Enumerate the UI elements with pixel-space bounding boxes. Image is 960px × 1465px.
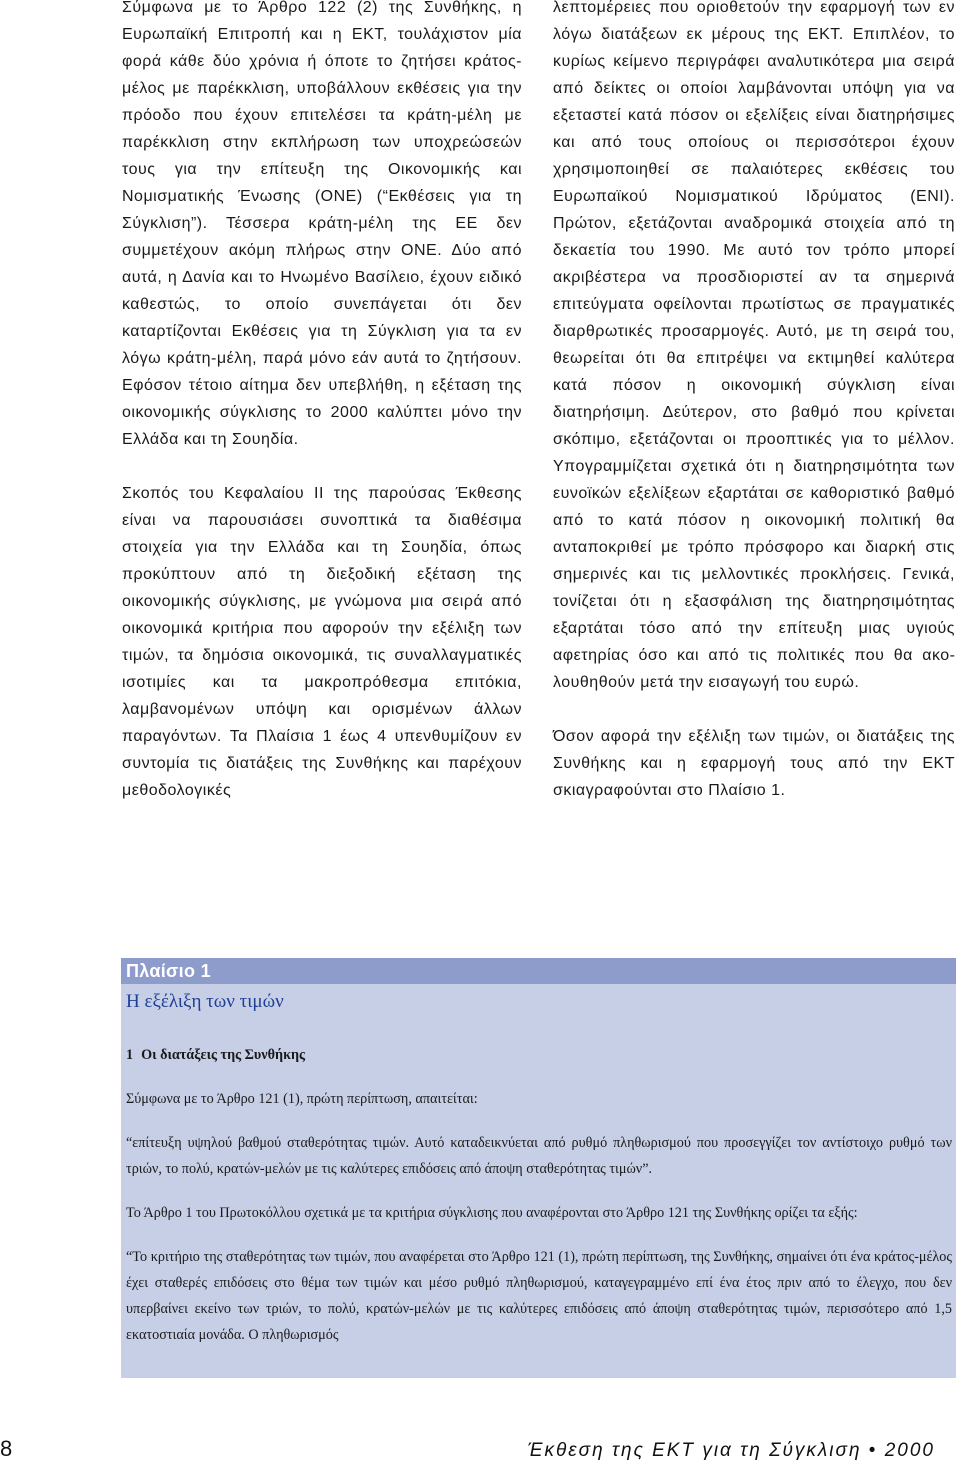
box-paragraph-2: Το Άρθρο 1 του Πρωτοκόλλου σχετικά με τα κριτήρια σύγκλισης που αναφέρονται στο Άρθρο 121 της Συνθήκης ορίζει τα εξής: [126,1205,858,1221]
box-section-title: Οι διατάξεις της Συνθήκης [141,1047,306,1063]
right-paragraph-2: Όσον αφορά την εξέλιξη των τιμών, οι διατάξεις της Συνθήκης και η εφαρμογή τους από την ΕΚΤ σκιαγραφούνται στο Πλαίσιο 1. [553,728,955,799]
box-intro: Σύμφωνα με το Άρθρο 121 (1), πρώτη περίπτωση, απαιτείται: [126,1091,478,1107]
footer-bullet: • [868,1440,878,1461]
box-title: Η εξέλιξη των τιμών [126,991,284,1012]
page-number: 8 [0,1436,13,1461]
box-label: Πλαίσιο 1 [121,958,956,984]
footer-year: 2000 [884,1440,935,1461]
box-section-heading [126,1042,952,1068]
footer-title: Έκθεση της ΕΚΤ για τη Σύγκλιση [527,1440,862,1461]
info-box [121,958,956,1378]
left-text-column [122,0,522,804]
box-section-number: 1 [126,1047,134,1063]
box-body [126,1042,952,1348]
left-paragraph-1: Σύμφωνα με το Άρθρο 122 (2) της Συνθήκης, η Ευρωπαϊκή Επιτροπή και η ΕΚΤ, τουλάχιστον μία φορά κάθε δύο χρόνια ή όποτε το ζητήσει κράτος-μέλος με παρέκκλιση, υποβάλλουν εκθέσεις για την πρόοδο που έχουν επιτελέσει τα κράτη-μέλη με παρέκκλιση στην εκπλήρωση των υποχρεώσεών τους για την επίτευξη της Οικονομικής και Νομισματικής Ένωσης (ΟΝΕ) (“Εκθέσεις για τη Σύγκλιση”). Τέσσερα κράτη-μέλη της ΕΕ δεν συμμετέχουν ακόμη πλήρως στην ΟΝΕ. Δύο από αυτά, η Δανία και το Ηνωμένο Βασίλειο, έχουν ειδικό καθεστώς, το οποίο συνεπάγεται ότι δεν καταρτίζονται Εκθέσεις για τη Σύγκλιση για τα εν λόγω κράτη-μέλη, παρά μόνο εάν αυτά το ζητήσουν. Εφόσον τέτοιο αίτημα δεν υπεβλήθη, η εξέταση της οικονομικής σύγκλισης το 2000 καλύπτει μόνο την Ελλάδα και τη Σουηδία. [122,0,522,448]
box-quote-1: “επίτευξη υψηλού βαθμού σταθερότητας τιμών. Αυτό καταδεικνύεται από ρυθμό πληθωρισμού που προσεγγίζει τον αντίστοιχο ρυθμό των τριών, το πολύ, κρατών-μελών με τις καλύτερες επιδόσεις από άποψη σταθερότητας τιμών”. [126,1135,952,1177]
running-footer [527,1439,935,1463]
left-paragraph-2: Σκοπός του Κεφαλαίου II της παρούσας Έκθεσης είναι να παρουσιάσει συνοπτικά τα διαθέσιμα στοιχεία για την Ελλάδα και τη Σουηδία, όπως προκύπτουν από τη διεξοδική εξέταση της οικονομικής σύγκλισης, με γνώμονα μια σειρά από οικονομικά κριτήρια που αφορούν την εξέλιξη των τιμών, τα δημόσια οικονομικά, τις συναλλαγματικές ισοτιμίες και τα μακροπρόθεσμα επιτόκια, λαμβανομένων υπόψη και ορισμένων άλλων παραγόντων. Τα Πλαίσια 1 έως 4 υπενθυμίζουν εν συντομία τις διατάξεις της Συνθήκης και παρέχουν μεθοδολογικές [122,485,522,799]
box-quote-2: “Το κριτήριο της σταθερότητας των τιμών, που αναφέρεται στο Άρθρο 121 (1), πρώτη περίπτωση, της Συνθήκης, σημαίνει ότι ένα κράτος-μέλος έχει σταθερές επιδόσεις στο θέμα των τιμών και μέσο ρυθμό πληθωρισμού, καταγεγραμμένο επί ένα έτος πριν από το έλεγχο, που δεν υπερβαίνει εκείνο των τριών, το πολύ, κρατών-μελών με τις καλύτερες επιδόσεις από άποψη σταθερότητας τιμών, περισσότερο από 1,5 εκατοστιαία μονάδα. Ο πληθωρισμός [126,1249,952,1343]
right-paragraph-1: λεπτομέρειες που οριοθετούν την εφαρμογή των εν λόγω διατάξεων εκ μέρους της ΕΚΤ. Επιπλέον, το κυρίως κείμενο περιγράφει αναλυτικότερα μια σειρά από δείκτες οι οποίοι λαμβάνονται υπόψη για να εξεταστεί κατά πόσον οι εξελίξεις είναι διατηρήσιμες και από τους οποίους οι περισσότεροι έχουν χρησιμοποιηθεί σε παλαιότερες εκθέσεις του Ευρωπαϊκού Νομισματικού Ιδρύματος (ΕΝΙ). Πρώτον, εξετάζονται αναδρομικά στοιχεία από τη δεκαετία του 1990. Με αυτό τον τρόπο μπορεί ακριβέστερα να προσδιοριστεί αν τα σημερινά επιτεύγματα οφείλονται πρωτίστως σε πραγματικές διαρθρωτικές προσαρμογές. Αυτό, με τη σειρά του, θεωρείται ότι θα επιτρέψει να εκτιμηθεί καλύτερα κατά πόσον η οικονομική σύγκλιση είναι διατηρήσιμη. Δεύτερον, στο βαθμό που κρίνεται σκόπιμο, εξετάζονται οι προοπτικές για το μέλλον. Υπογραμμίζεται σχετικά ότι η διατηρησιμότητα των ευνοϊκών εξελίξεων εξαρτάται σε καθοριστικό βαθμό από το κατά πόσον η οικονομική πολιτική θα ανταποκριθεί με τρόπο πρόσφορο και διαρκή στις σημερινές και τις μελλοντικές προκλήσεις. Γενικά, τονίζεται ότι η εξασφάλιση της διατηρησιμότητας εξαρτάται τόσο από την επίτευξη μιας υγιούς αφετηρίας όσο και από τις πολιτικές που θα ακολουθηθούν μετά την εισαγωγή του ευρώ. [553,0,955,691]
right-text-column [553,0,955,804]
